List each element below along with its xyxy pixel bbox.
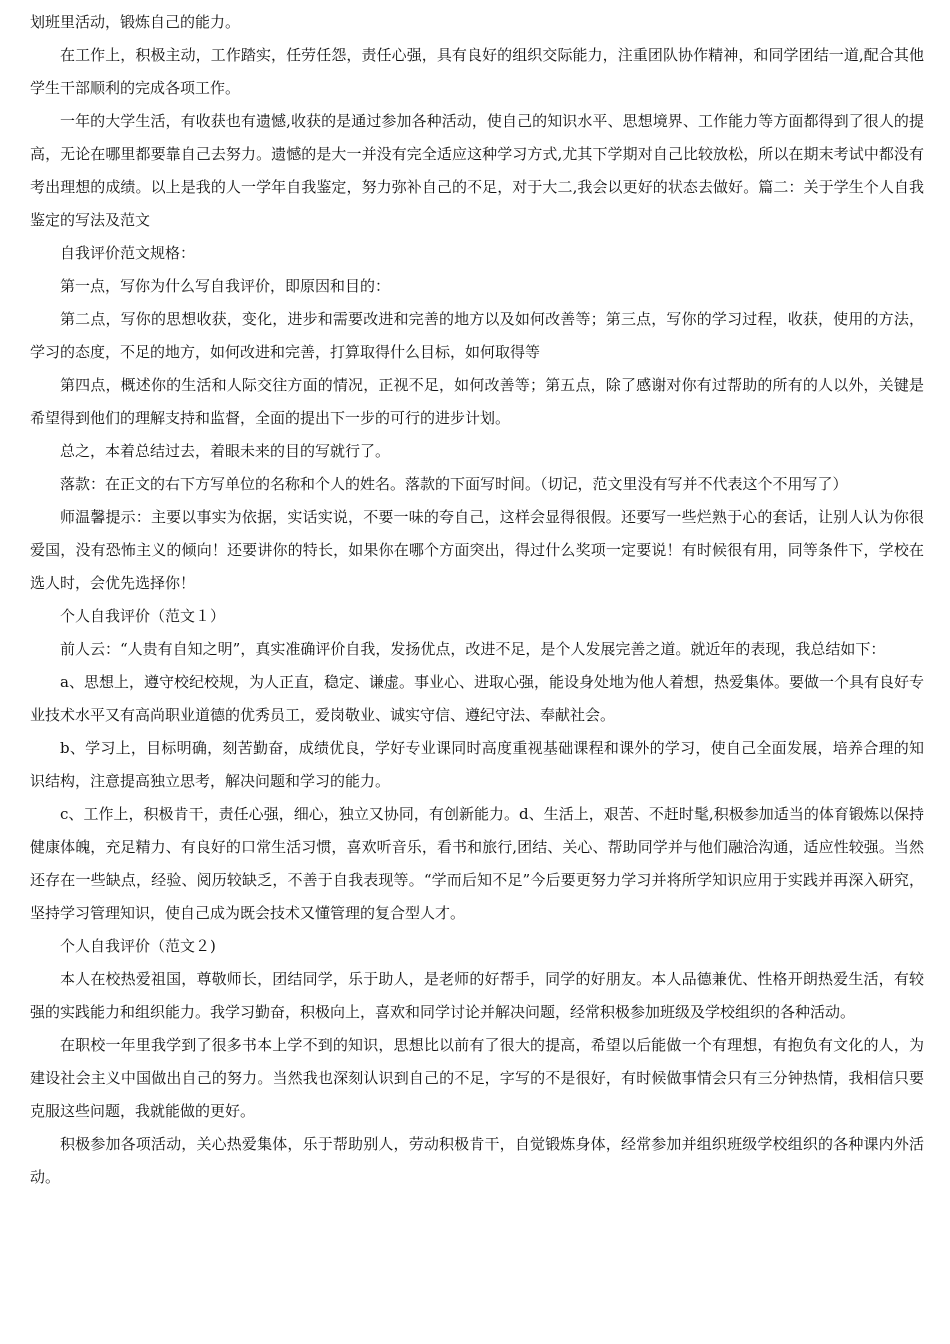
- section-heading-sample-1: 个人自我评价（范文１）: [60, 607, 226, 625]
- paragraph-8: 总之，本着总结过去，着眼未来的目的写就行了。: [60, 442, 391, 460]
- paragraph-2: 在工作上，积极主动，工作踏实，任劳任怨，责任心强，具有良好的组织交际能力，注重团队协作精神，和同学团结一道,配合其他学生干部顺利的完成各项工作。: [30, 46, 924, 97]
- paragraph-10: 师温馨提示：主要以事实为依据，实话实说，不要一味的夸自己，这样会显得很假。还要写一些烂熟于心的套话，让别人认为你很爱国，没有恐怖主义的倾向！还要讲你的特长，如果你在哪个方面突出，得过什么奖项一定要说！有时候很有用，同等条件下，学校在选人时，会优先选择你！: [30, 508, 924, 592]
- paragraph-4: 自我评价范文规格：: [60, 244, 196, 262]
- paragraph-18: 在职校一年里我学到了很多书本上学不到的知识，思想比以前有了很大的提高，希望以后能做一个有理想，有抱负有文化的人，为建设社会主义中国做出自己的努力。当然我也深刻认识到自己的不足，字写的不是很好，有时候做事情会只有三分钟热情，我相信只要克服这些问题，我就能做的更好。: [30, 1036, 924, 1120]
- paragraph-1: 划班里活动，锻炼自己的能力。: [30, 13, 241, 31]
- paragraph-12: 前人云：“人贵有自知之明”，真实准确评价自我，发扬优点，改进不足，是个人发展完善之道。就近年的表现，我总结如下：: [60, 640, 886, 658]
- paragraph-9: 落款：在正文的右下方写单位的名称和个人的姓名。落款的下面写时间。（切记，范文里没有写并不代表这个不用写了）: [60, 475, 848, 493]
- paragraph-17: 本人在校热爱祖国，尊敬师长，团结同学，乐于助人，是老师的好帮手，同学的好朋友。本人品德兼优、性格开朗热爱生活，有较强的实践能力和组织能力。我学习勤奋，积极向上，喜欢和同学讨论并解决问题，经常积极参加班级及学校组织的各种活动。: [30, 970, 924, 1021]
- paragraph-7: 第四点，概述你的生活和人际交往方面的情况，正视不足，如何改善等；第五点，除了感谢对你有过帮助的所有的人以外，关键是希望得到他们的理解支持和监督，全面的提出下一步的可行的进步计划。: [30, 376, 924, 427]
- paragraph-15: c、工作上，积极肯干，责任心强，细心，独立又协同，有创新能力。d、生活上，艰苦、不赶时髦,积极参加适当的体育锻炼以保持健康体魄，充足精力、有良好的口常生活习惯，喜欢听音乐，看书和旅行,团结、关心、帮助同学并与他们融洽沟通，适应性较强。当然还存在一些缺点，经验、阅历较缺乏，不善于自我表现等。“学而后知不足”今后要更努力学习并将所学知识应用于实践并再深入研究，坚持学习管理知识，使自己成为既会技术又懂管理的复合型人才。: [30, 805, 924, 922]
- paragraph-19: 积极参加各项活动，关心热爱集体，乐于帮助别人，劳动积极肯干，自觉锻炼身体，经常参加并组织班级学校组织的各种课内外活动。: [30, 1135, 924, 1186]
- paragraph-6: 第二点，写你的思想收获，变化，进步和需要改进和完善的地方以及如何改善等；第三点，写你的学习过程，收获，使用的方法，学习的态度，不足的地方，如何改进和完善，打算取得什么目标，如何取得等: [30, 310, 924, 361]
- paragraph-13: a、思想上，遵守校纪校规，为人正直，稳定、谦虚。事业心、进取心强，能设身处地为他人着想，热爱集体。要做一个具有良好专业技术水平又有高尚职业道德的优秀员工，爱岗敬业、诚实守信、遵纪守法、奉献社会。: [30, 673, 924, 724]
- paragraph-14: b、学习上，目标明确，刻苦勤奋，成绩优良，学好专业课同时高度重视基础课程和课外的学习，使自己全面发展，培养合理的知识结构，注意提高独立思考，解决问题和学习的能力。: [30, 739, 924, 790]
- paragraph-3: 一年的大学生活，有收获也有遗憾,收获的是通过参加各种活动，使自己的知识水平、思想境界、工作能力等方面都得到了很人的提高，无论在哪里都要靠自己去努力。遗憾的是大一并没有完全适应这种学习方式,尤其下学期对自己比较放松，所以在期末考试中都没有考出理想的成绩。以上是我的人一学年自我鉴定，努力弥补自己的不足，对于大二,我会以更好的状态去做好。篇二：关于学生个人自我鉴定的写法及范文: [30, 112, 924, 229]
- section-heading-sample-2: 个人自我评价（范文２): [60, 937, 216, 955]
- paragraph-5: 第一点，写你为什么写自我评价，即原因和目的：: [60, 277, 391, 295]
